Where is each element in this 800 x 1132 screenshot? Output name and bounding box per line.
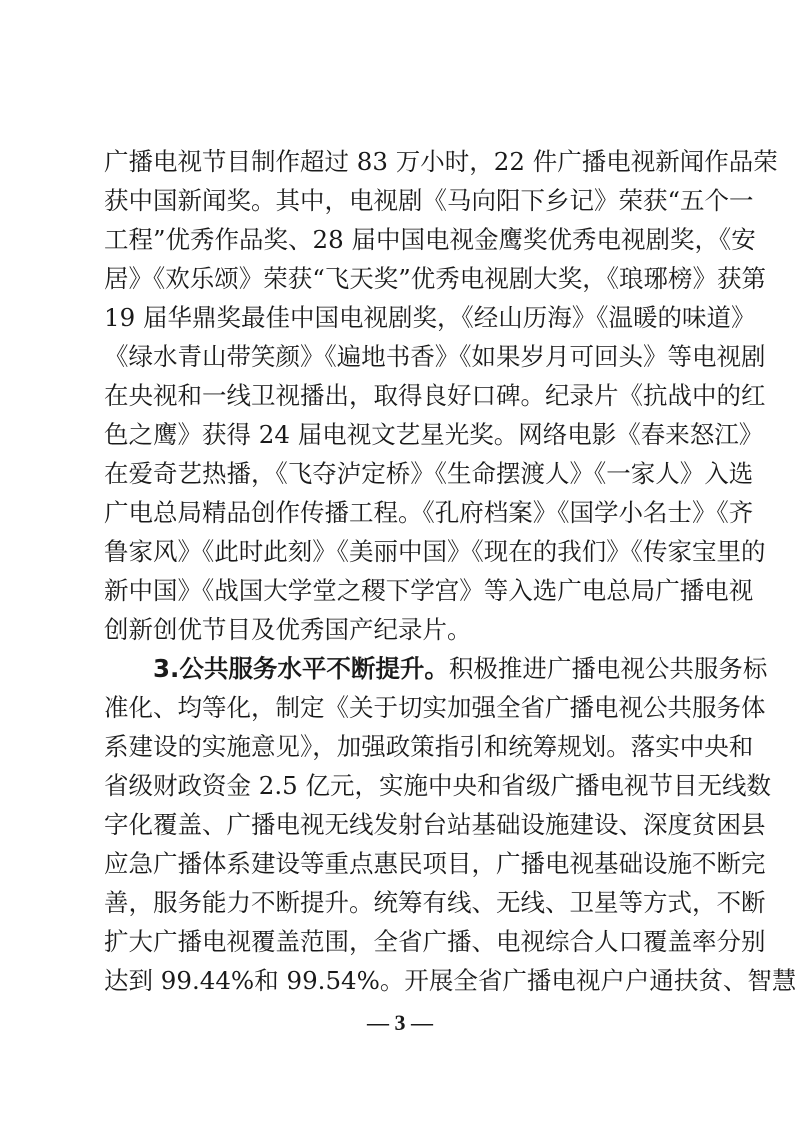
- text-line: 系建设的实施意见》，加强政策指引和统筹规划。落实中央和: [104, 732, 754, 761]
- text-line: 善，服务能力不断提升。统筹有线、无线、卫星等方式，不断: [104, 888, 766, 917]
- text-line: 在央视和一线卫视播出，取得良好口碑。纪录片《抗战中的红: [104, 381, 766, 410]
- text-line: 省级财政资金 2.5 亿元，实施中央和省级广播电视节目无线数: [104, 771, 772, 800]
- paragraph-2: [104, 649, 797, 1000]
- text-line: 广播电视节目制作超过 83 万小时，22 件广播电视新闻作品荣: [104, 147, 778, 176]
- page-number: — 3 —: [367, 1010, 433, 1035]
- text-line: 19 届华鼎奖最佳中国电视剧奖，《经山历海》《温暖的味道》: [104, 303, 756, 332]
- text-line: 在爱奇艺热播，《飞夺泸定桥》《生命摆渡人》《一家人》入选: [104, 459, 754, 488]
- text-line: [104, 649, 768, 688]
- text-line: 《绿水青山带笑颜》《遍地书香》《如果岁月可回头》等电视剧: [104, 342, 766, 371]
- text-line: 应急广播体系建设等重点惠民项目，广播电视基础设施不断完: [104, 849, 766, 878]
- text-line: 扩大广播电视覆盖范围，全省广播、电视综合人口覆盖率分别: [104, 927, 766, 956]
- text-line: 工程”优秀作品奖、28 届中国电视金鹰奖优秀电视剧奖，《安: [104, 225, 756, 254]
- text-line: 创新创优节目及优秀国产纪录片。: [104, 615, 472, 644]
- text-line: 新中国》《战国大学堂之稷下学宫》等入选广电总局广播电视: [104, 576, 754, 605]
- text-line: 获中国新闻奖。其中，电视剧《马向阳下乡记》荣获“五个一: [104, 186, 754, 215]
- paragraph-1: [104, 142, 778, 649]
- text-line: 居》《欢乐颂》荣获“飞天奖”优秀电视剧大奖，《琅琊榜》获第: [104, 264, 767, 293]
- text-span: 积极推进广播电视公共服务标: [448, 654, 768, 683]
- text-line: 准化、均等化，制定《关于切实加强全省广播电视公共服务体: [104, 693, 766, 722]
- text-line: 达到 99.44%和 99.54%。开展全省广播电视户户通扶贫、智慧: [104, 966, 797, 995]
- body-text: [104, 142, 797, 1000]
- section-heading: 3.公共服务水平不断提升。: [153, 654, 449, 683]
- text-line: 鲁家风》《此时此刻》《美丽中国》《现在的我们》《传家宝里的: [104, 537, 766, 566]
- text-line: 字化覆盖、广播电视无线发射台站基础设施建设、深度贫困县: [104, 810, 766, 839]
- text-line: 广电总局精品创作传播工程。《孔府档案》《国学小名士》《齐: [104, 498, 754, 527]
- text-line: 色之鹰》获得 24 届电视文艺星光奖。网络电影《春来怒江》: [104, 420, 764, 449]
